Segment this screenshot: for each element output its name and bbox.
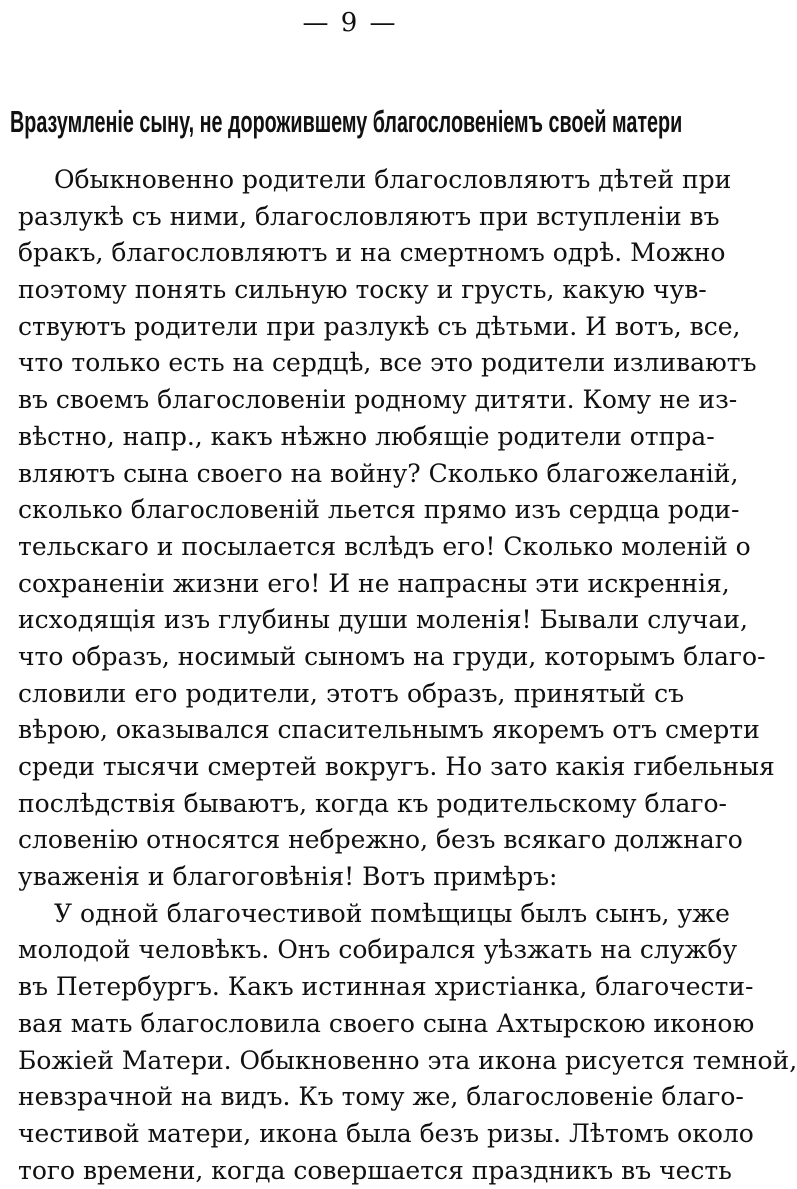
text-line: разлукѣ съ ними, благословляютъ при вступленіи въ <box>18 201 720 231</box>
text-line: словили его родители, этотъ образъ, принятый съ <box>18 678 684 708</box>
text-line: что образъ, носимый сыномъ на груди, которымъ благо- <box>18 641 766 671</box>
text-line: сохраненіи жизни его! И не напрасны эти искреннія, <box>18 568 730 598</box>
body-text <box>18 162 797 1189</box>
text-line: Божіей Матери. Обыкновенно эта икона рисуется темной, <box>18 1045 797 1075</box>
text-line: въ своемъ благословеніи родному дитяти. Кому не из- <box>18 385 738 415</box>
text-line: честивой матери, икона была безъ ризы. Лѣтомъ около <box>18 1118 754 1148</box>
text-line: въ Петербургъ. Какъ истинная христіанка, благочести- <box>18 972 754 1002</box>
text-line: молодой человѣкъ. Онъ собирался уѣзжать на службу <box>18 935 738 965</box>
text-line: послѣдствія бываютъ, когда къ родительскому благо- <box>18 788 727 818</box>
text-line: вая мать благословила своего сына Ахтырскою иконою <box>18 1008 755 1038</box>
text-line: поэтому понять сильную тоску и грусть, какую чув- <box>18 275 707 305</box>
text-line: тельскаго и посылается вслѣдъ его! Сколько моленій о <box>18 531 751 561</box>
text-line: ствуютъ родители при разлукѣ съ дѣтьми. И вотъ, все, <box>18 311 741 341</box>
text-line: словенію относятся небрежно, безъ всякаго должнаго <box>18 825 743 855</box>
text-line: У одной благочестивой помѣщицы былъ сынъ, уже <box>54 898 730 928</box>
text-line: бракъ, благословляютъ и на смертномъ одрѣ. Можно <box>18 238 726 268</box>
section-title: Вразумленіе сыну, не дорожившему благословеніемъ своей матери <box>10 104 683 139</box>
text-line: невзрачной на видъ. Къ тому же, благословеніе благо- <box>18 1082 744 1112</box>
text-line: Обыкновенно родители благословляютъ дѣтей при <box>54 165 732 194</box>
text-line: вѣрою, оказывался спасительнымъ якоремъ отъ смерти <box>18 715 760 745</box>
text-line: того времени, когда совершается праздникъ въ честь <box>18 1155 732 1185</box>
text-line: сколько благословеній льется прямо изъ сердца роди- <box>18 495 740 525</box>
text-line: среди тысячи смертей вокругъ. Но зато какія гибельныя <box>18 752 775 781</box>
text-line: уваженія и благоговѣнія! Вотъ примѣръ: <box>18 862 558 892</box>
text-line: исходящія изъ глубины души моленія! Бывали случаи, <box>18 605 748 635</box>
text-line: что только есть на сердцѣ, все это родители изливаютъ <box>18 348 757 378</box>
text-line: вѣстно, напр., какъ нѣжно любящіе родители отпра- <box>18 421 715 451</box>
page-number: — 9 — <box>302 8 398 38</box>
text-line: вляютъ сына своего на войну? Сколько благожеланій, <box>18 458 739 488</box>
